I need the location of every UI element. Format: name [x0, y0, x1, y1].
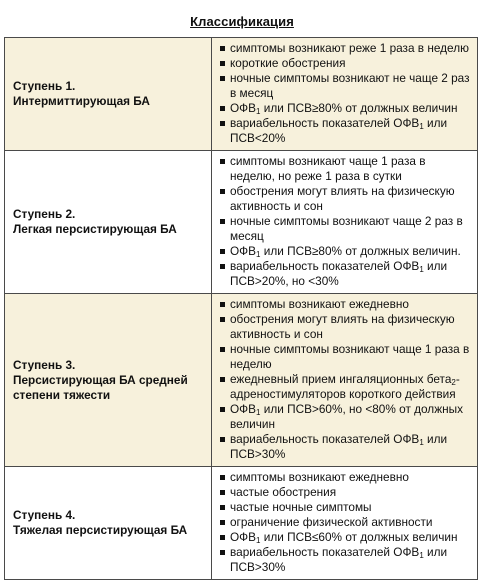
- criteria-list: [212, 294, 477, 466]
- list-item: вариабельность показателей $ОФВ_1$ или ПСВ>20%, но <30%: [220, 259, 473, 289]
- criteria-list: [212, 467, 477, 579]
- criteria-cell: [212, 38, 478, 151]
- list-item: вариабельность показателей $ОФВ_1$ или ПСВ<20%: [220, 116, 473, 146]
- list-item: $ОФВ_1$ или ПСВ≥80% от должных величин.: [220, 244, 473, 259]
- table-row: [5, 151, 478, 294]
- criteria-list: [212, 151, 477, 293]
- list-item: $ОФВ_1$ или ПСВ≥80% от должных величин: [220, 101, 473, 116]
- list-item: вариабельность показателей $ОФВ_1$ или ПСВ>30%: [220, 432, 473, 462]
- stage-number: Ступень 4.: [13, 508, 76, 522]
- table-title: Классификация: [190, 14, 294, 29]
- stage-number: Ступень 3.: [13, 357, 76, 372]
- criteria-list: [212, 38, 477, 150]
- stage-number: Ступень 2.: [13, 207, 76, 221]
- list-item: обострения могут влиять на физическую активность и сон: [220, 312, 473, 342]
- classification-table: [4, 37, 478, 580]
- list-item: $ОФВ_1$ или ПСВ≤60% от должных величин: [220, 530, 473, 545]
- list-item: ночные симптомы возникают чаще 1 раза в неделю: [220, 342, 473, 372]
- list-item: ночные симптомы возникают не чаще 2 раз в месяц: [220, 71, 473, 101]
- stage-name: Тяжелая персистирующая БА: [13, 523, 188, 537]
- list-item: ежедневный прием ингаляционных бета$_2$-адреностимуляторов короткого действия: [220, 372, 473, 402]
- list-item: симптомы возникают реже 1 раза в неделю: [220, 41, 473, 56]
- list-item: ночные симптомы возникают чаще 2 раз в месяц: [220, 214, 473, 244]
- list-item: вариабельность показателей $ОФВ_1$ или ПСВ>30%: [220, 545, 473, 575]
- criteria-cell: [212, 294, 478, 467]
- stage-cell: [5, 294, 212, 467]
- criteria-cell: [212, 467, 478, 580]
- stage-number: Ступень 1.: [13, 79, 76, 93]
- stage-name: Легкая персистирующая БА: [13, 222, 177, 236]
- table-row: [5, 38, 478, 151]
- list-item: обострения могут влиять на физическую активность и сон: [220, 184, 473, 214]
- list-item: частые ночные симптомы: [220, 500, 473, 515]
- list-item: $ОФВ_1$ или ПСВ>60%, но <80% от должных величин: [220, 402, 473, 432]
- stage-name: Персистирующая БА средней степени тяжести: [13, 372, 188, 402]
- list-item: ограничение физической активности: [220, 515, 473, 530]
- stage-name: Интермиттирующая БА: [13, 94, 150, 108]
- list-item: частые обострения: [220, 485, 473, 500]
- stage-cell: [5, 467, 212, 580]
- stage-cell: [5, 38, 212, 151]
- stage-cell: [5, 151, 212, 294]
- list-item: симптомы возникают ежедневно: [220, 297, 473, 312]
- list-item: симптомы возникают ежедневно: [220, 470, 473, 485]
- list-item: симптомы возникают чаще 1 раза в неделю, но реже 1 раза в сутки: [220, 154, 473, 184]
- list-item: короткие обострения: [220, 56, 473, 71]
- criteria-cell: [212, 151, 478, 294]
- table-row: [5, 467, 478, 580]
- table-row: [5, 294, 478, 467]
